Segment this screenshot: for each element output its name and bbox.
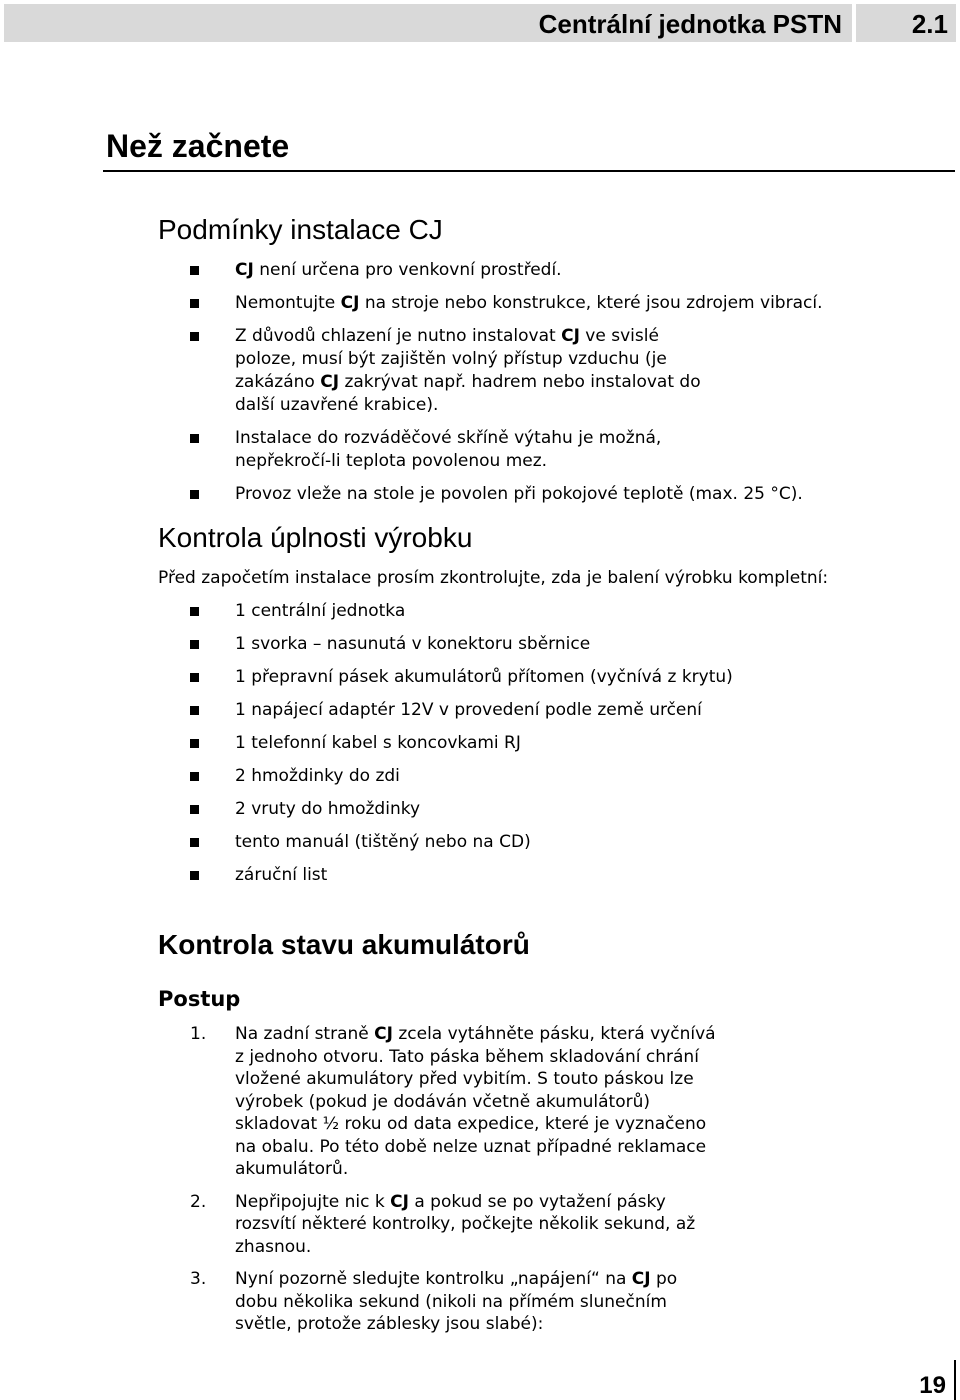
list-item: 2. Nepřipojujte nic k CJ a pokud se po vytažení pásky rozsvítí některé kontrolky, počkejte několik sekund, až zhasnou. [190, 1191, 696, 1257]
bullet-square-icon [190, 299, 199, 308]
bullet-square-icon [190, 706, 199, 715]
header-title: Centrální jednotka PSTN [4, 4, 852, 42]
list-item: záruční list [0, 864, 733, 887]
list-item: Nemontujte CJ na stroje nebo konstrukce, které jsou zdrojem vibrací. [0, 292, 822, 315]
bullet-square-icon [190, 607, 199, 616]
battery-subheading: Postup [158, 987, 241, 1011]
step-number: 3. [190, 1269, 207, 1289]
bullet-square-icon [190, 332, 199, 341]
list-item: 1. Na zadní straně CJ zcela vytáhněte pásku, která vyčnívá z jednoho otvoru. Tato páska během skladování chrání vložené akumulátory před vybitím. S touto páskou lze výrobek (pokud je dodáván včetně akumulátorů) skladovat ½ roku od data expedice, které je vyznačeno na obalu. Po této době nelze uznat případné reklamace akumulátorů. [190, 1024, 716, 1179]
list-item: 3. Nyní pozorně sledujte kontrolku „napájení“ na CJ po dobu několika sekund (nikoli na přímém slunečním světle, protože záblesky jsou slabé): [190, 1269, 678, 1334]
page-number-rule [954, 1360, 956, 1400]
completeness-list [0, 600, 733, 887]
page-title: Než začnete [106, 128, 290, 164]
step-number: 1. [190, 1024, 207, 1044]
battery-heading: Kontrola stavu akumulátorů [158, 929, 530, 960]
list-item: 1 svorka – nasunutá v konektoru sběrnice [0, 633, 733, 656]
list-item: CJ není určena pro venkovní prostředí. [0, 259, 822, 282]
install-heading: Podmínky instalace CJ [158, 214, 443, 245]
list-item: 1 přepravní pásek akumulátorů přítomen (vyčnívá z krytu) [0, 666, 733, 689]
install-list [0, 259, 822, 506]
bullet-square-icon [190, 434, 199, 443]
list-item: 2 hmoždinky do zdi [0, 765, 733, 788]
bullet-square-icon [190, 640, 199, 649]
bullet-square-icon [190, 838, 199, 847]
bullet-square-icon [190, 266, 199, 275]
header-section-number: 2.1 [856, 4, 956, 42]
battery-steps [0, 1023, 725, 1336]
bullet-square-icon [190, 673, 199, 682]
page-number: 19 [919, 1372, 946, 1399]
title-divider [103, 170, 955, 172]
list-item: 2 vruty do hmoždinky [0, 798, 733, 821]
bullet-square-icon [190, 490, 199, 499]
list-item: Instalace do rozváděčové skříně výtahu je možná, nepřekročí-li teplota povolenou mez. [0, 427, 725, 473]
completeness-intro: Před započetím instalace prosím zkontrolujte, zda je balení výrobku kompletní: [158, 568, 829, 588]
bullet-square-icon [190, 772, 199, 781]
list-item: 1 telefonní kabel s koncovkami RJ [0, 732, 733, 755]
list-item: 1 centrální jednotka [0, 600, 733, 623]
bullet-square-icon [190, 739, 199, 748]
bullet-square-icon [190, 805, 199, 814]
list-item: tento manuál (tištěný nebo na CD) [0, 831, 733, 854]
list-item: Provoz vleže na stole je povolen při pokojové teplotě (max. 25 °C). [0, 483, 822, 506]
completeness-heading: Kontrola úplnosti výrobku [158, 522, 473, 553]
list-item: Z důvodů chlazení je nutno instalovat CJ ve svislé poloze, musí být zajištěn volný přístup vzduchu (je zakázáno CJ zakrývat např. hadrem nebo instalovat do další uzavřené krabice). [0, 325, 725, 417]
step-number: 2. [190, 1191, 207, 1212]
list-item: 1 napájecí adaptér 12V v provedení podle země určení [0, 699, 733, 722]
bullet-square-icon [190, 871, 199, 880]
